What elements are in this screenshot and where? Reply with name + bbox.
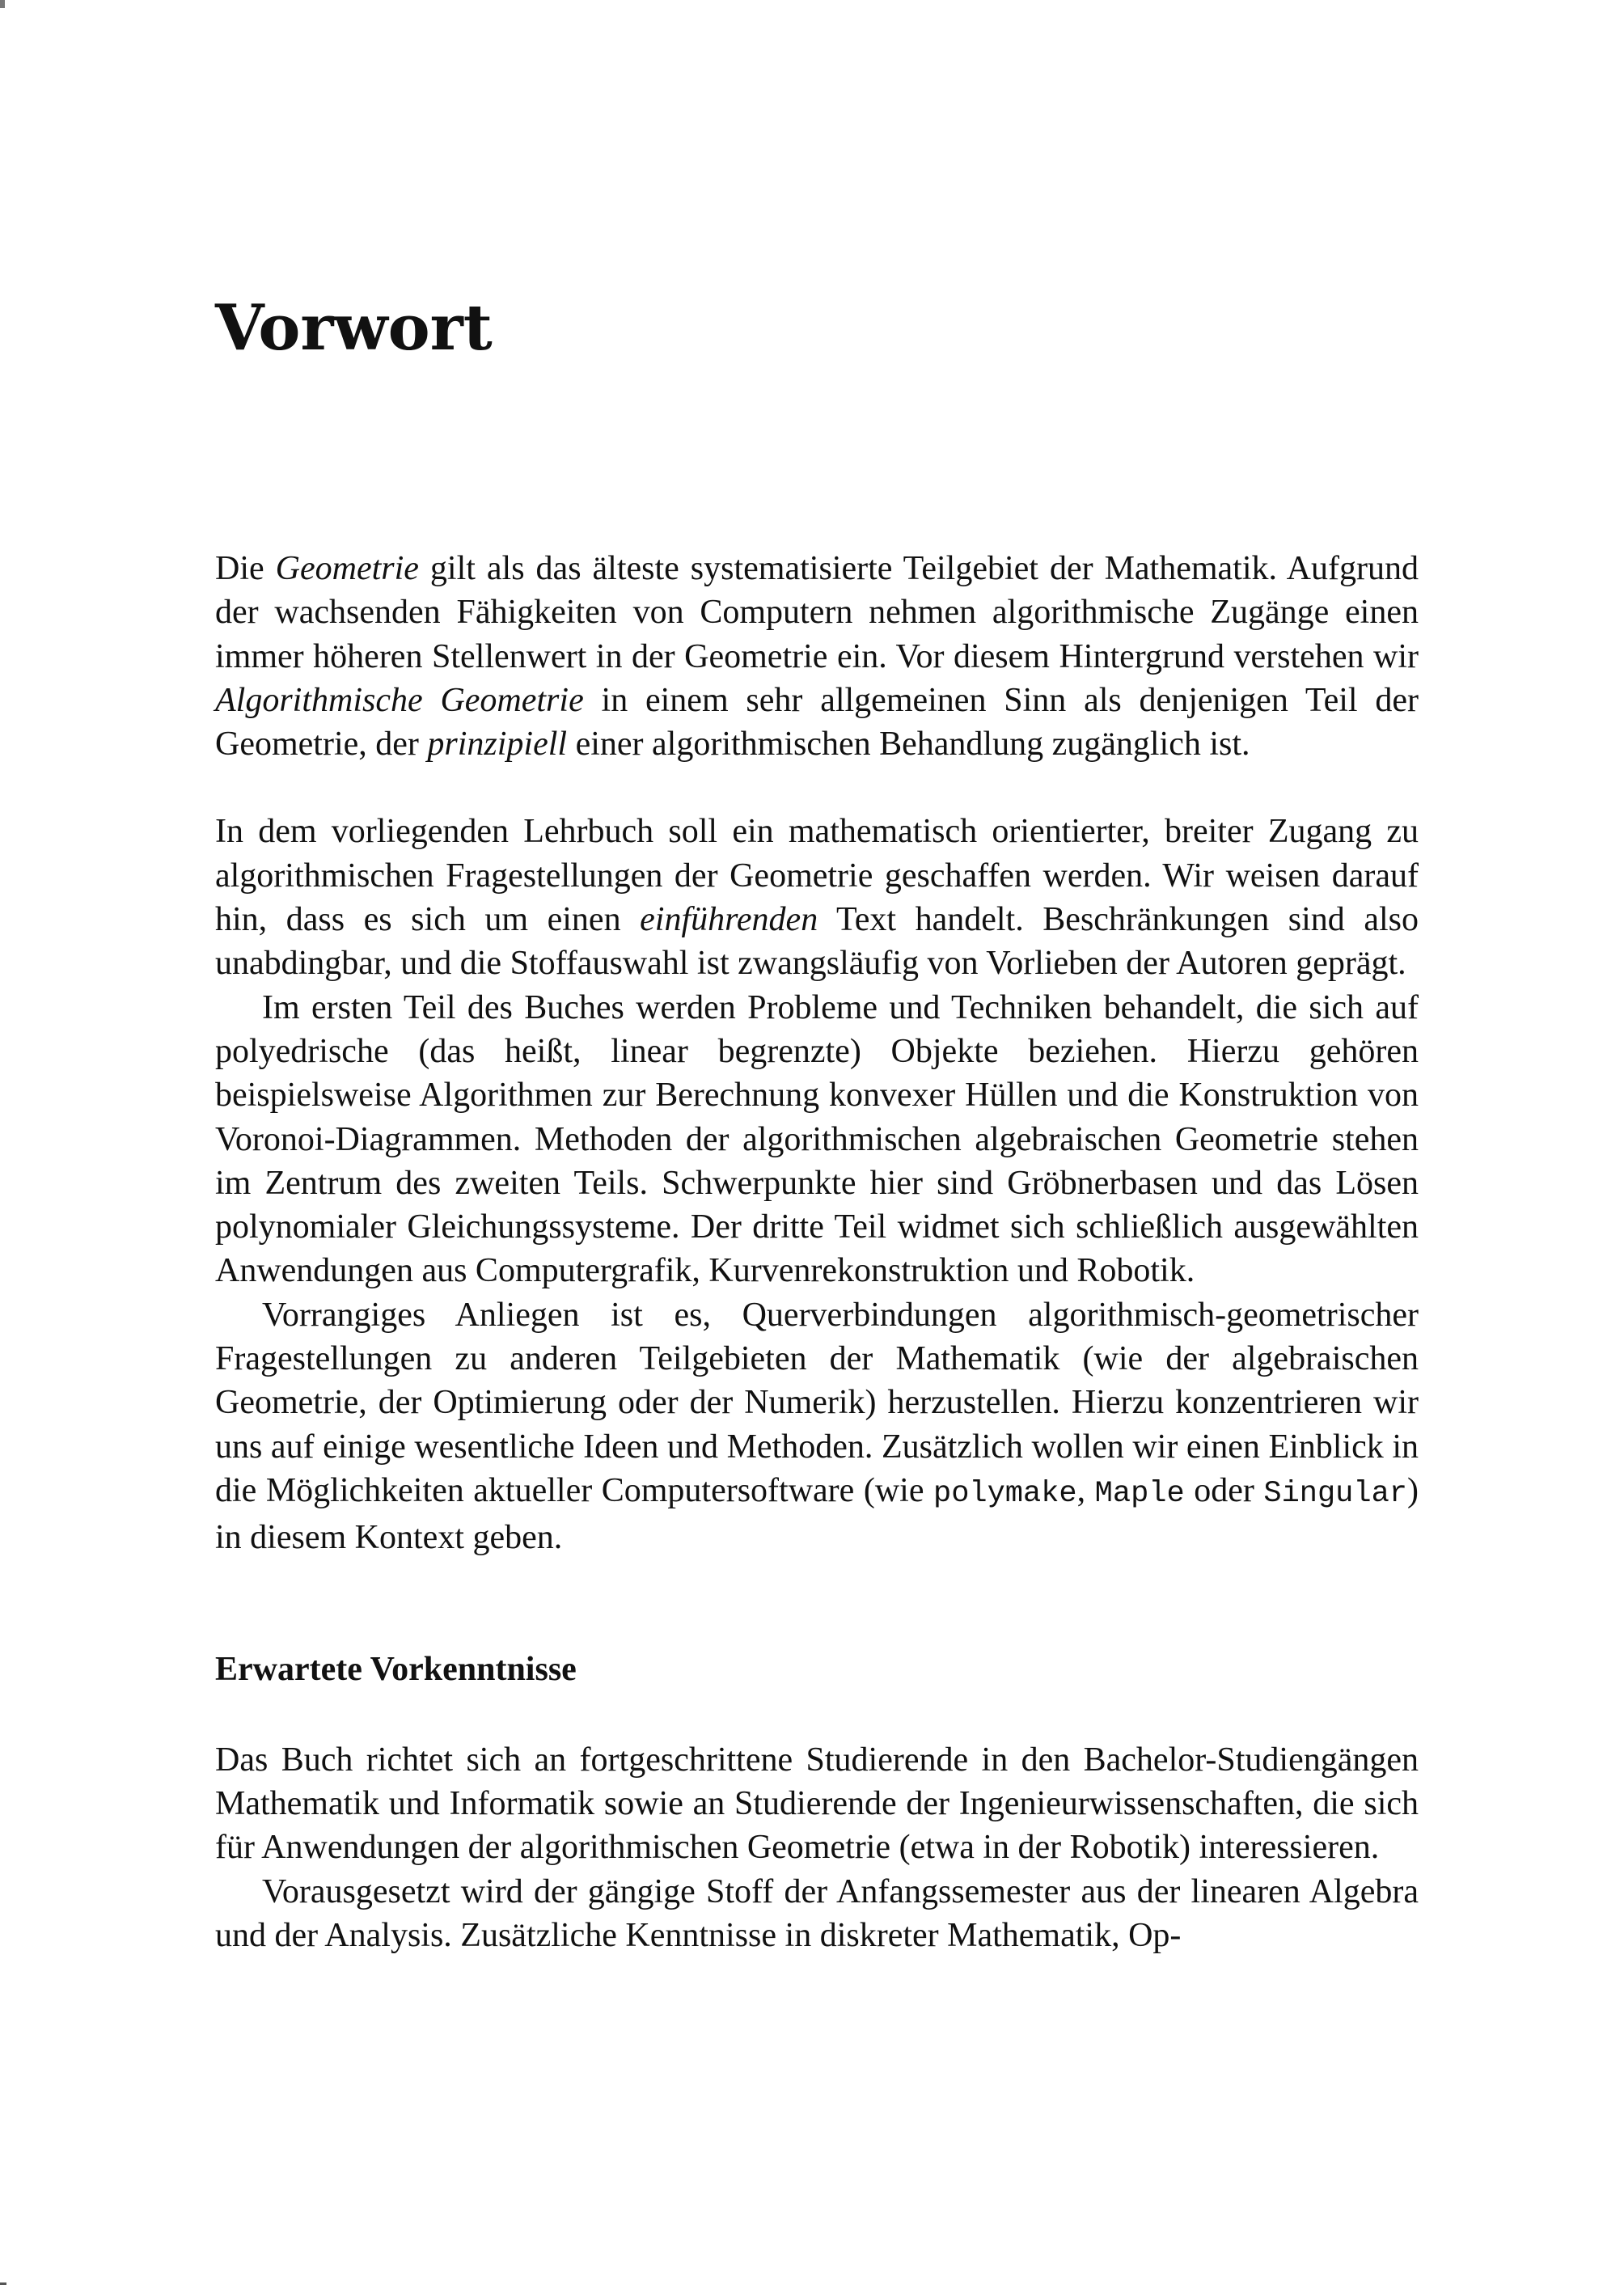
paragraph-intro: Die Geometrie gilt als das älteste systematisierte Teilgebiet der Mathematik. Aufgrund der wachsenden Fähigkeiten von Computern nehmen algorithmische Zugänge einen immer höheren Stellenwert in der Geometrie ein. Vor diesem Hintergrund verstehen wir Algorithmische Geometrie in einem sehr allgemeinen Sinn als denjenigen Teil der Geometrie, der prinzipiell einer algorithmischen Behandlung zugänglich ist.: [215, 550, 1419, 764]
paragraph-lehrbuch: In dem vorliegenden Lehrbuch soll ein mathematisch orientierter, breiter Zugang zu algorithmischen Fragestellungen der Geometrie geschaffen werden. Wir weisen darauf hin, dass es sich um einen einführenden Text handelt. Beschränkungen sind also unabdingbar, und die Stoffauswahl ist zwangsläufig von Vorlieben der Autoren geprägt.: [215, 813, 1419, 983]
paragraph-teile: Im ersten Teil des Buches werden Probleme und Techniken behandelt, die sich auf polyedrische (das heißt, linear begrenzte) Objekte beziehen. Hierzu gehören beispielsweise Algorithmen zur Berechnung konvexer Hüllen und die Konstruktion von Voronoi-Diagrammen. Methoden der algorithmischen algebraischen Geometrie stehen im Zentrum des zweiten Teils. Schwerpunkte hier sind Gröbnerbasen und das Lösen polynomialer Gleichungssysteme. Der dritte Teil widmet sich schließlich ausgewählten Anwendungen aus Computergrafik, Kurvenrekonstruktion und Robotik.: [215, 988, 1419, 1290]
paragraph-gap: [215, 766, 1419, 810]
section-gap: [215, 1560, 1419, 1648]
paragraph-zielgruppe: Das Buch richtet sich an fortgeschrittene Studierende in den Bachelor-Studiengängen Mathematik und Informatik sowie an Studierende der Ingenieurwissenschaften, die sich für Anwendungen der algorithmischen Geometrie (etwa in der Robotik) interessieren.: [215, 1741, 1419, 1867]
chapter-title: Vorwort: [215, 291, 493, 365]
code-maple: Maple: [1094, 1476, 1185, 1511]
crop-mark-bottom: [0, 2282, 6, 2285]
code-singular: Singular: [1263, 1476, 1407, 1511]
section-gap: [215, 1691, 1419, 1738]
paragraph-voraussetzungen: Vorausgesetzt wird der gängige Stoff der Anfangssemester aus der linearen Algebra und der Analysis. Zusätzliche Kenntnisse in diskreter Mathematik, Op-: [215, 1872, 1419, 1955]
emphasis-einfuehrenden: einführenden: [640, 901, 818, 939]
emphasis-prinzipiell: prinzipiell: [427, 726, 568, 764]
paragraph-anliegen: Vorrangiges Anliegen ist es, Querverbindungen algorithmisch-geometrischer Fragestellungen zu anderen Teilgebieten der Mathematik (wie der algebraischen Geometrie, der Optimierung oder der Numerik) herzustellen. Hierzu konzentrieren wir uns auf einige wesentliche Ideen und Methoden. Zusätzlich wollen wir einen Einblick in die Möglichkeiten aktueller Computersoftware (wie polymake, Maple oder Singular) in diesem Kontext geben.: [215, 1296, 1419, 1557]
emphasis-geometrie: Geometrie: [275, 550, 419, 587]
emphasis-algorithmische-geometrie: Algorithmische Geometrie: [215, 681, 584, 719]
crop-mark-top: [0, 0, 5, 8]
section-heading-vorkenntnisse: Erwartete Vorkenntnisse: [215, 1650, 577, 1688]
code-polymake: polymake: [933, 1476, 1077, 1511]
page-body: [215, 547, 1419, 1957]
